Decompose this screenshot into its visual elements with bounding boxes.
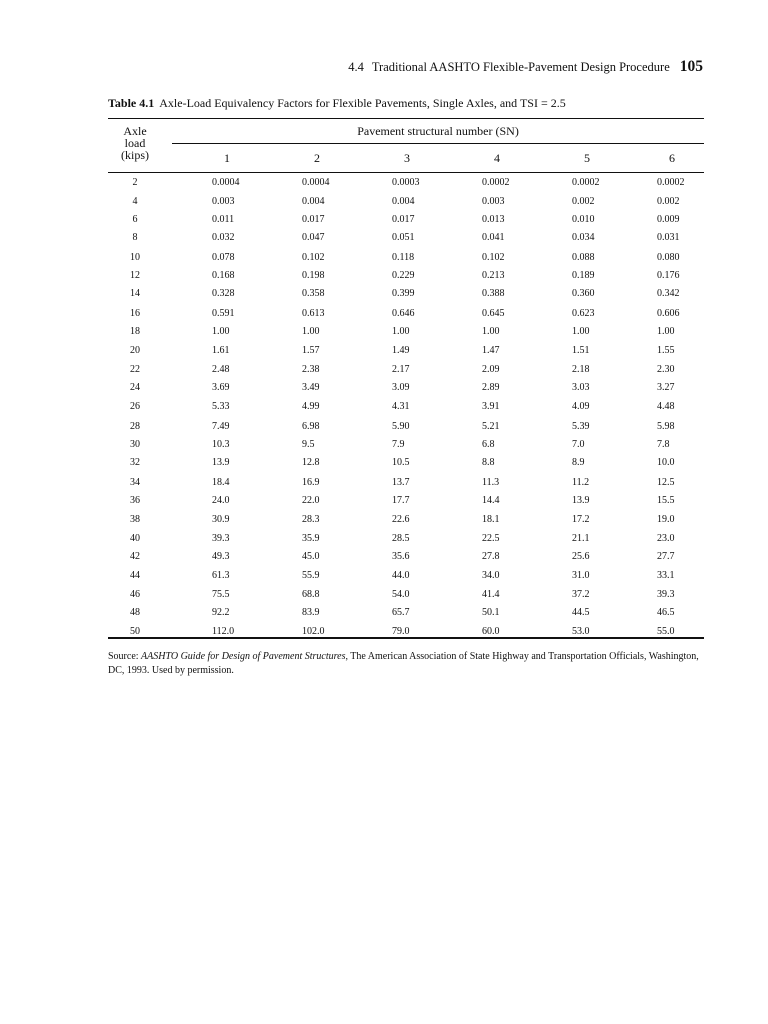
page-number: 105 [679, 58, 703, 75]
factor-cell: 3.27 [657, 382, 675, 393]
factor-cell: 0.011 [212, 214, 235, 225]
factor-cell: 0.003 [482, 196, 505, 207]
factor-cell: 75.5 [212, 589, 230, 600]
factor-cell: 1.00 [657, 326, 675, 337]
factor-cell: 0.189 [572, 270, 595, 281]
factor-cell: 0.009 [657, 214, 680, 225]
section-number: 4.4 [348, 60, 364, 74]
factor-cell: 0.003 [212, 196, 235, 207]
factor-cell: 34.0 [482, 570, 500, 581]
factor-cell: 5.98 [657, 421, 675, 432]
factor-cell: 0.013 [482, 214, 505, 225]
factor-cell: 61.3 [212, 570, 230, 581]
source-title: AASHTO Guide for Design of Pavement Structures [141, 651, 346, 662]
factor-cell: 6.8 [482, 439, 495, 450]
factor-cell: 17.2 [572, 514, 590, 525]
factor-cell: 0.078 [212, 252, 235, 263]
table-label: Table 4.1 [108, 96, 155, 110]
factor-cell: 1.61 [212, 345, 230, 356]
axle-load-cell: 10 [130, 252, 140, 263]
sn-column-header: 2 [314, 151, 320, 165]
factor-cell: 1.57 [302, 345, 320, 356]
factor-cell: 8.8 [482, 457, 495, 468]
axle-load-cell: 42 [130, 551, 140, 562]
factor-cell: 18.1 [482, 514, 500, 525]
factor-cell: 60.0 [482, 626, 500, 637]
sn-column-header: 5 [584, 151, 590, 165]
factor-cell: 0.004 [392, 196, 415, 207]
axle-load-cell: 38 [130, 514, 140, 525]
axle-load-cell: 46 [130, 589, 140, 600]
factor-cell: 21.1 [572, 533, 590, 544]
factor-cell: 65.7 [392, 607, 410, 618]
factor-cell: 0.031 [657, 232, 680, 243]
factor-cell: 10.3 [212, 439, 230, 450]
factor-cell: 0.0002 [482, 177, 510, 188]
factor-cell: 0.623 [572, 308, 595, 319]
header-bottom-rule [108, 172, 704, 173]
factor-cell: 0.051 [392, 232, 415, 243]
factor-cell: 0.0004 [212, 177, 240, 188]
axle-load-cell: 30 [130, 439, 140, 450]
factor-cell: 35.9 [302, 533, 320, 544]
factor-cell: 5.21 [482, 421, 500, 432]
factor-cell: 0.088 [572, 252, 595, 263]
factor-cell: 0.645 [482, 308, 505, 319]
factor-cell: 0.358 [302, 288, 325, 299]
factor-cell: 0.606 [657, 308, 680, 319]
axle-load-cell: 44 [130, 570, 140, 581]
factor-cell: 83.9 [302, 607, 320, 618]
factor-cell: 4.48 [657, 401, 675, 412]
factor-cell: 18.4 [212, 477, 230, 488]
axle-load-cell: 34 [130, 477, 140, 488]
factor-cell: 37.2 [572, 589, 590, 600]
axle-load-cell: 20 [130, 345, 140, 356]
axle-header-line: Axle [123, 124, 147, 138]
factor-cell: 24.0 [212, 495, 230, 506]
factor-cell: 0.032 [212, 232, 235, 243]
factor-cell: 0.034 [572, 232, 595, 243]
axle-load-cell: 16 [130, 308, 140, 319]
sn-column-header: 1 [224, 151, 230, 165]
factor-cell: 7.8 [657, 439, 670, 450]
factor-cell: 7.49 [212, 421, 230, 432]
factor-cell: 7.0 [572, 439, 585, 450]
factor-cell: 1.49 [392, 345, 410, 356]
factor-cell: 8.9 [572, 457, 585, 468]
axle-load-cell: 14 [130, 288, 140, 299]
factor-cell: 45.0 [302, 551, 320, 562]
factor-cell: 0.168 [212, 270, 235, 281]
axle-load-cell: 18 [130, 326, 140, 337]
factor-cell: 0.342 [657, 288, 680, 299]
factor-cell: 55.9 [302, 570, 320, 581]
factor-cell: 12.8 [302, 457, 320, 468]
axle-load-cell: 12 [130, 270, 140, 281]
axle-load-cell: 4 [132, 196, 138, 207]
factor-cell: 17.7 [392, 495, 410, 506]
sn-column-header: 3 [404, 151, 410, 165]
factor-cell: 7.9 [392, 439, 405, 450]
source-note [108, 650, 708, 678]
factor-cell: 50.1 [482, 607, 500, 618]
axle-header-line: load [124, 136, 146, 150]
factor-cell: 1.00 [482, 326, 500, 337]
factor-cell: 0.0002 [657, 177, 685, 188]
factor-cell: 68.8 [302, 589, 320, 600]
factor-cell: 5.33 [212, 401, 230, 412]
factor-cell: 0.118 [392, 252, 415, 263]
source-prefix: Source: [108, 651, 142, 662]
factor-cell: 0.591 [212, 308, 235, 319]
factor-cell: 0.360 [572, 288, 595, 299]
factor-cell: 0.002 [572, 196, 595, 207]
factor-cell: 0.399 [392, 288, 415, 299]
factor-cell: 19.0 [657, 514, 675, 525]
factor-cell: 0.080 [657, 252, 680, 263]
table-title: Axle-Load Equivalency Factors for Flexible Pavements, Single Axles, and TSI = 2.5 [159, 96, 566, 110]
axle-load-cell: 36 [130, 495, 140, 506]
factor-cell: 54.0 [392, 589, 410, 600]
factor-cell: 4.09 [572, 401, 590, 412]
factor-cell: 2.38 [302, 364, 320, 375]
axle-load-cell: 40 [130, 533, 140, 544]
factor-cell: 4.99 [302, 401, 320, 412]
factor-cell: 22.0 [302, 495, 320, 506]
factor-cell: 5.90 [392, 421, 410, 432]
factor-cell: 5.39 [572, 421, 590, 432]
sn-column-header: 6 [669, 151, 675, 165]
factor-cell: 1.47 [482, 345, 500, 356]
factor-cell: 6.98 [302, 421, 320, 432]
axle-load-cell: 50 [130, 626, 140, 637]
factor-cell: 16.9 [302, 477, 320, 488]
factor-cell: 41.4 [482, 589, 500, 600]
sn-column-header: 4 [494, 151, 500, 165]
axle-load-cell: 6 [132, 214, 138, 225]
axle-header-line: (kips) [121, 148, 149, 162]
source-suffix: , The American Association of State Highway and Transportation Officials, Washington, DC, 1993. Used by permission. [108, 651, 699, 676]
factor-cell: 0.0003 [392, 177, 420, 188]
factor-cell: 92.2 [212, 607, 230, 618]
axle-load-cell: 26 [130, 401, 140, 412]
factor-cell: 13.7 [392, 477, 410, 488]
factor-cell: 0.017 [302, 214, 325, 225]
structural-number-header: Pavement structural number (SN) [357, 124, 519, 138]
factor-cell: 49.3 [212, 551, 230, 562]
axle-load-cell: 48 [130, 607, 140, 618]
factor-cell: 33.1 [657, 570, 675, 581]
factor-cell: 44.5 [572, 607, 590, 618]
factor-cell: 0.010 [572, 214, 595, 225]
factor-cell: 55.0 [657, 626, 675, 637]
axle-load-cell: 8 [132, 232, 138, 243]
factor-cell: 11.3 [482, 477, 500, 488]
factor-cell: 1.00 [302, 326, 320, 337]
page-header [0, 58, 703, 76]
factor-cell: 79.0 [392, 626, 410, 637]
factor-cell: 28.5 [392, 533, 410, 544]
factor-cell: 112.0 [212, 626, 235, 637]
factor-cell: 10.5 [392, 457, 410, 468]
factor-cell: 0.102 [482, 252, 505, 263]
factor-cell: 0.017 [392, 214, 415, 225]
factor-cell: 27.7 [657, 551, 675, 562]
factor-cell: 0.004 [302, 196, 325, 207]
factor-cell: 2.89 [482, 382, 500, 393]
factor-cell: 46.5 [657, 607, 675, 618]
factor-cell: 1.00 [212, 326, 230, 337]
factor-cell: 15.5 [657, 495, 675, 506]
factor-cell: 44.0 [392, 570, 410, 581]
axle-load-cell: 22 [130, 364, 140, 375]
factor-cell: 0.613 [302, 308, 325, 319]
factor-cell: 2.30 [657, 364, 675, 375]
factor-cell: 22.6 [392, 514, 410, 525]
factor-cell: 4.31 [392, 401, 410, 412]
factor-cell: 1.55 [657, 345, 675, 356]
factor-cell: 13.9 [212, 457, 230, 468]
factor-cell: 10.0 [657, 457, 675, 468]
factor-cell: 9.5 [302, 439, 315, 450]
group-header-rule [172, 143, 704, 144]
axle-load-cell: 24 [130, 382, 140, 393]
factor-cell: 1.00 [572, 326, 590, 337]
factor-cell: 14.4 [482, 495, 500, 506]
factor-cell: 2.48 [212, 364, 230, 375]
factor-cell: 2.09 [482, 364, 500, 375]
axle-load-header [110, 125, 160, 161]
factor-cell: 3.09 [392, 382, 410, 393]
factor-cell: 22.5 [482, 533, 500, 544]
factor-cell: 23.0 [657, 533, 675, 544]
factor-cell: 0.0002 [572, 177, 600, 188]
factor-cell: 0.198 [302, 270, 325, 281]
factor-cell: 3.91 [482, 401, 500, 412]
factor-cell: 0.388 [482, 288, 505, 299]
factor-cell: 53.0 [572, 626, 590, 637]
factor-cell: 0.0004 [302, 177, 330, 188]
factor-cell: 0.229 [392, 270, 415, 281]
factor-cell: 13.9 [572, 495, 590, 506]
factor-cell: 25.6 [572, 551, 590, 562]
factor-cell: 0.646 [392, 308, 415, 319]
table-bottom-rule [108, 637, 704, 639]
factor-cell: 39.3 [657, 589, 675, 600]
factor-cell: 11.2 [572, 477, 590, 488]
factor-cell: 0.213 [482, 270, 505, 281]
factor-cell: 1.51 [572, 345, 590, 356]
factor-cell: 35.6 [392, 551, 410, 562]
factor-cell: 28.3 [302, 514, 320, 525]
factor-cell: 0.102 [302, 252, 325, 263]
factor-cell: 39.3 [212, 533, 230, 544]
factor-cell: 102.0 [302, 626, 325, 637]
factor-cell: 12.5 [657, 477, 675, 488]
table-caption [108, 96, 566, 111]
factor-cell: 3.69 [212, 382, 230, 393]
factor-cell: 31.0 [572, 570, 590, 581]
factor-cell: 3.49 [302, 382, 320, 393]
axle-load-cell: 28 [130, 421, 140, 432]
factor-cell: 1.00 [392, 326, 410, 337]
axle-load-cell: 32 [130, 457, 140, 468]
table-top-rule [108, 118, 704, 119]
axle-load-cell: 2 [132, 177, 138, 188]
factor-cell: 2.18 [572, 364, 590, 375]
factor-cell: 0.328 [212, 288, 235, 299]
factor-cell: 27.8 [482, 551, 500, 562]
factor-cell: 0.041 [482, 232, 505, 243]
factor-cell: 0.047 [302, 232, 325, 243]
factor-cell: 30.9 [212, 514, 230, 525]
factor-cell: 0.002 [657, 196, 680, 207]
factor-cell: 3.03 [572, 382, 590, 393]
factor-cell: 0.176 [657, 270, 680, 281]
running-title: Traditional AASHTO Flexible-Pavement Design Procedure [371, 60, 670, 74]
factor-cell: 2.17 [392, 364, 410, 375]
